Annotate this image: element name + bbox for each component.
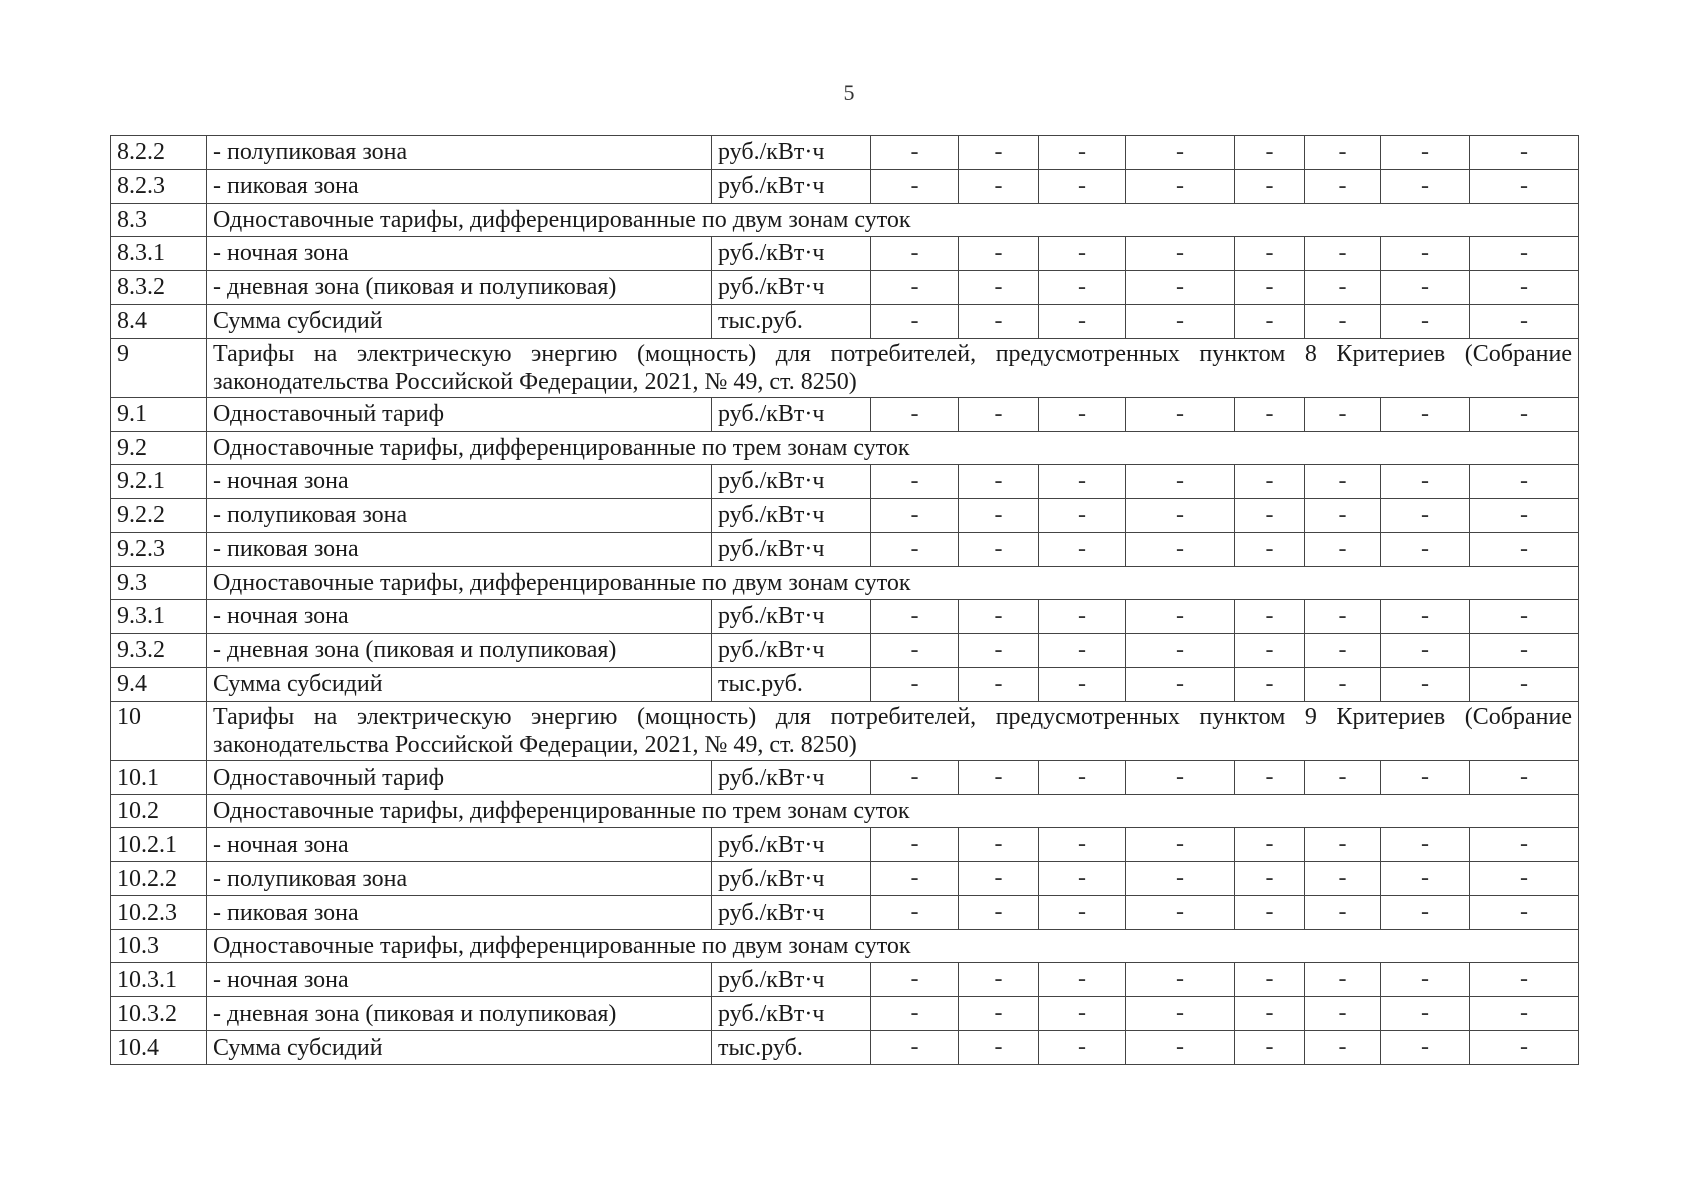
table-row [111,237,1579,271]
section-title: Одноставочные тарифы, дифференцированные по двум зонам суток [207,204,1579,237]
value-cell: - [959,634,1039,668]
row-unit: руб./кВт·ч [712,600,871,634]
value-cell: - [959,896,1039,930]
value-cell: - [871,170,959,204]
row-unit: тыс.руб. [712,668,871,702]
value-cell: - [871,997,959,1031]
value-cell: - [1126,634,1235,668]
table-row [111,997,1579,1031]
value-cell: - [1381,398,1470,432]
value-cell: - [1470,499,1579,533]
section-title: Тарифы на электрическую энергию (мощность) для потребителей, предусмотренных пунктом 8 Критериев (Собрание законодательства Российской Федерации, 2021, № 49, ст. 8250) [207,339,1579,398]
value-cell: - [1039,997,1126,1031]
row-unit: руб./кВт·ч [712,533,871,567]
value-cell: - [1305,1031,1381,1065]
value-cell: - [1305,896,1381,930]
value-cell: - [1039,896,1126,930]
value-cell: - [1381,634,1470,668]
table-row [111,896,1579,930]
row-label: - пиковая зона [207,896,712,930]
value-cell: - [959,499,1039,533]
value-cell: - [959,1031,1039,1065]
value-cell: - [1381,237,1470,271]
value-cell: - [959,465,1039,499]
value-cell: - [1126,237,1235,271]
value-cell: - [1039,499,1126,533]
row-label: Одноставочный тариф [207,398,712,432]
value-cell: - [1305,761,1381,795]
value-cell: - [959,668,1039,702]
value-cell: - [1381,533,1470,567]
value-cell: - [1126,668,1235,702]
row-unit: руб./кВт·ч [712,170,871,204]
value-cell: - [1126,1031,1235,1065]
row-unit: руб./кВт·ч [712,136,871,170]
row-number: 10.4 [111,1031,207,1065]
value-cell: - [1305,499,1381,533]
row-label: - дневная зона (пиковая и полупиковая) [207,271,712,305]
value-cell: - [1235,634,1305,668]
row-unit: руб./кВт·ч [712,237,871,271]
value-cell: - [1039,170,1126,204]
value-cell: - [1305,600,1381,634]
value-cell: - [1235,963,1305,997]
row-label: - пиковая зона [207,533,712,567]
value-cell: - [1235,237,1305,271]
value-cell: - [1470,533,1579,567]
value-cell: - [1039,465,1126,499]
value-cell: - [959,828,1039,862]
value-cell: - [871,271,959,305]
value-cell: - [1381,896,1470,930]
row-label: - ночная зона [207,828,712,862]
value-cell: - [1235,828,1305,862]
value-cell: - [1235,533,1305,567]
row-unit: руб./кВт·ч [712,862,871,896]
value-cell: - [1039,398,1126,432]
value-cell: - [1470,963,1579,997]
value-cell: - [959,761,1039,795]
value-cell: - [1381,828,1470,862]
row-unit: руб./кВт·ч [712,465,871,499]
value-cell: - [871,761,959,795]
value-cell: - [1381,499,1470,533]
value-cell: - [1305,634,1381,668]
value-cell: - [1235,136,1305,170]
value-cell: - [959,533,1039,567]
value-cell: - [871,136,959,170]
value-cell: - [1305,136,1381,170]
value-cell: - [1305,668,1381,702]
value-cell: - [1305,237,1381,271]
row-number: 8.3.1 [111,237,207,271]
row-number: 9.2.3 [111,533,207,567]
value-cell: - [1039,963,1126,997]
table-row [111,170,1579,204]
row-label: Сумма субсидий [207,668,712,702]
row-number: 8.3 [111,204,207,237]
section-title: Одноставочные тарифы, дифференцированные по трем зонам суток [207,432,1579,465]
value-cell: - [871,828,959,862]
value-cell: - [1470,398,1579,432]
value-cell: - [1126,600,1235,634]
value-cell: - [1381,136,1470,170]
section-title: Тарифы на электрическую энергию (мощность) для потребителей, предусмотренных пунктом 9 Критериев (Собрание законодательства Российской Федерации, 2021, № 49, ст. 8250) [207,702,1579,761]
tariff-table [110,135,1579,1065]
row-label: - дневная зона (пиковая и полупиковая) [207,997,712,1031]
value-cell: - [871,1031,959,1065]
value-cell: - [1470,271,1579,305]
row-unit: руб./кВт·ч [712,997,871,1031]
section-row [111,567,1579,600]
row-number: 9.2 [111,432,207,465]
table-row [111,761,1579,795]
row-number: 10.3.1 [111,963,207,997]
table-row [111,271,1579,305]
value-cell: - [1470,896,1579,930]
row-number: 10.2.1 [111,828,207,862]
value-cell: - [1235,668,1305,702]
row-label: Сумма субсидий [207,1031,712,1065]
value-cell: - [1470,136,1579,170]
value-cell: - [1039,634,1126,668]
value-cell: - [1381,862,1470,896]
table-body [111,136,1579,1065]
value-cell: - [1305,398,1381,432]
row-number: 9.3.1 [111,600,207,634]
value-cell: - [1470,668,1579,702]
row-label: Одноставочный тариф [207,761,712,795]
value-cell: - [1235,271,1305,305]
table-row [111,465,1579,499]
value-cell: - [1381,465,1470,499]
value-cell: - [1235,600,1305,634]
row-number: 10.1 [111,761,207,795]
value-cell: - [1235,1031,1305,1065]
row-number: 10 [111,702,207,761]
value-cell: - [871,305,959,339]
table-row [111,1031,1579,1065]
value-cell: - [871,237,959,271]
row-label: Сумма субсидий [207,305,712,339]
value-cell: - [1039,305,1126,339]
row-number: 9.3 [111,567,207,600]
row-number: 8.3.2 [111,271,207,305]
row-number: 10.3.2 [111,997,207,1031]
row-number: 10.2.3 [111,896,207,930]
row-number: 8.2.3 [111,170,207,204]
value-cell: - [871,668,959,702]
value-cell: - [871,398,959,432]
value-cell: - [1039,136,1126,170]
value-cell: - [871,465,959,499]
value-cell: - [1470,1031,1579,1065]
value-cell: - [1381,1031,1470,1065]
row-number: 10.3 [111,930,207,963]
value-cell: - [1470,997,1579,1031]
row-label: - дневная зона (пиковая и полупиковая) [207,634,712,668]
value-cell: - [1235,761,1305,795]
value-cell: - [959,600,1039,634]
row-number: 9.2.2 [111,499,207,533]
value-cell: - [1039,271,1126,305]
section-row [111,795,1579,828]
row-number: 9.1 [111,398,207,432]
table-row [111,828,1579,862]
value-cell: - [1235,170,1305,204]
table-row [111,963,1579,997]
value-cell: - [1039,668,1126,702]
value-cell: - [871,862,959,896]
value-cell: - [1305,997,1381,1031]
value-cell: - [1039,533,1126,567]
table-row [111,305,1579,339]
value-cell: - [1305,533,1381,567]
page-number: 5 [843,80,855,105]
section-row [111,930,1579,963]
row-label: - ночная зона [207,600,712,634]
value-cell: - [1381,271,1470,305]
table-row [111,634,1579,668]
value-cell: - [1470,465,1579,499]
value-cell: - [1126,862,1235,896]
value-cell: - [1305,271,1381,305]
value-cell: - [959,997,1039,1031]
value-cell: - [1235,896,1305,930]
value-cell: - [871,533,959,567]
value-cell: - [1039,600,1126,634]
row-unit: руб./кВт·ч [712,271,871,305]
value-cell: - [959,136,1039,170]
row-unit: руб./кВт·ч [712,828,871,862]
value-cell: - [1381,600,1470,634]
row-number: 9.2.1 [111,465,207,499]
row-label: - полупиковая зона [207,862,712,896]
row-label: - ночная зона [207,465,712,499]
value-cell: - [871,634,959,668]
value-cell: - [1381,305,1470,339]
row-label: - ночная зона [207,237,712,271]
value-cell: - [1126,963,1235,997]
value-cell: - [1126,465,1235,499]
value-cell: - [1126,305,1235,339]
row-label: - пиковая зона [207,170,712,204]
value-cell: - [871,499,959,533]
row-number: 10.2.2 [111,862,207,896]
value-cell: - [1126,896,1235,930]
row-label: - ночная зона [207,963,712,997]
value-cell: - [1470,305,1579,339]
value-cell: - [1126,533,1235,567]
row-number: 8.2.2 [111,136,207,170]
value-cell: - [1126,136,1235,170]
value-cell: - [959,398,1039,432]
value-cell: - [1470,862,1579,896]
value-cell: - [1126,997,1235,1031]
table-row [111,862,1579,896]
value-cell: - [1381,761,1470,795]
row-unit: руб./кВт·ч [712,634,871,668]
table-row [111,600,1579,634]
row-unit: руб./кВт·ч [712,398,871,432]
row-label: - полупиковая зона [207,499,712,533]
row-number: 10.2 [111,795,207,828]
row-unit: руб./кВт·ч [712,761,871,795]
section-row [111,432,1579,465]
value-cell: - [1235,305,1305,339]
value-cell: - [1039,237,1126,271]
row-number: 9 [111,339,207,398]
value-cell: - [1305,828,1381,862]
value-cell: - [959,305,1039,339]
value-cell: - [1470,600,1579,634]
value-cell: - [1470,634,1579,668]
value-cell: - [1305,465,1381,499]
row-unit: руб./кВт·ч [712,896,871,930]
row-number: 9.3.2 [111,634,207,668]
value-cell: - [871,600,959,634]
value-cell: - [1039,761,1126,795]
value-cell: - [1470,761,1579,795]
section-row [111,204,1579,237]
value-cell: - [1039,1031,1126,1065]
table-row [111,136,1579,170]
value-cell: - [1126,398,1235,432]
row-label: - полупиковая зона [207,136,712,170]
table-row [111,668,1579,702]
row-unit: руб./кВт·ч [712,499,871,533]
row-unit: тыс.руб. [712,305,871,339]
value-cell: - [1470,237,1579,271]
row-unit: тыс.руб. [712,1031,871,1065]
value-cell: - [871,963,959,997]
value-cell: - [1126,499,1235,533]
value-cell: - [1381,170,1470,204]
value-cell: - [959,237,1039,271]
row-number: 8.4 [111,305,207,339]
value-cell: - [1381,668,1470,702]
section-title: Одноставочные тарифы, дифференцированные по трем зонам суток [207,795,1579,828]
value-cell: - [1381,963,1470,997]
value-cell: - [959,271,1039,305]
value-cell: - [1235,499,1305,533]
section-title: Одноставочные тарифы, дифференцированные по двум зонам суток [207,567,1579,600]
value-cell: - [1039,828,1126,862]
table-row [111,533,1579,567]
value-cell: - [1305,963,1381,997]
value-cell: - [1235,862,1305,896]
value-cell: - [1126,271,1235,305]
value-cell: - [1381,997,1470,1031]
value-cell: - [1305,305,1381,339]
value-cell: - [959,862,1039,896]
table-row [111,499,1579,533]
value-cell: - [959,963,1039,997]
value-cell: - [1470,828,1579,862]
row-number: 9.4 [111,668,207,702]
row-unit: руб./кВт·ч [712,963,871,997]
table-row [111,398,1579,432]
value-cell: - [1470,170,1579,204]
section-row [111,339,1579,398]
value-cell: - [1235,398,1305,432]
value-cell: - [1305,862,1381,896]
section-row [111,702,1579,761]
value-cell: - [1039,862,1126,896]
value-cell: - [1235,465,1305,499]
section-title: Одноставочные тарифы, дифференцированные по двум зонам суток [207,930,1579,963]
value-cell: - [1126,761,1235,795]
value-cell: - [1235,997,1305,1031]
value-cell: - [1305,170,1381,204]
value-cell: - [1126,828,1235,862]
value-cell: - [871,896,959,930]
value-cell: - [1126,170,1235,204]
value-cell: - [959,170,1039,204]
